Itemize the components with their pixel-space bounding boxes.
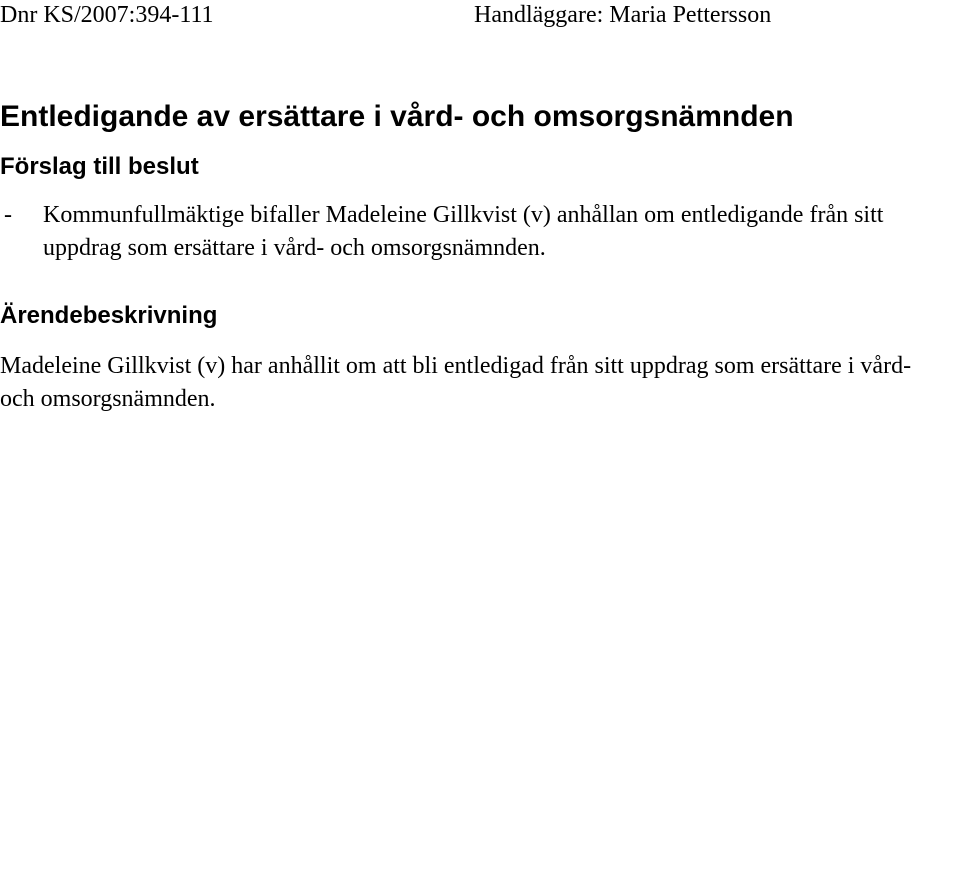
proposal-text: Kommunfullmäktige bifaller Madeleine Gillkvist (v) anhållan om entledigande från sitt uppdrag som ersättare i vård- och omsorgsnämnden.: [43, 202, 884, 261]
description-heading: Ärendebeskrivning: [0, 302, 218, 329]
description-text: Madeleine Gillkvist (v) har anhållit om att bli entledigad från sitt uppdrag som ersättare i vård- och omsorgsnämnden.: [0, 353, 912, 412]
case-handler: Handläggare: Maria Pettersson: [474, 2, 772, 28]
proposal-bullet: -: [4, 202, 12, 228]
document-title: Entledigande av ersättare i vård- och omsorgsnämnden: [0, 100, 794, 133]
case-number: Dnr KS/2007:394-111: [0, 2, 214, 28]
proposal-heading: Förslag till beslut: [0, 153, 199, 180]
proposal-list-item: [0, 199, 960, 265]
